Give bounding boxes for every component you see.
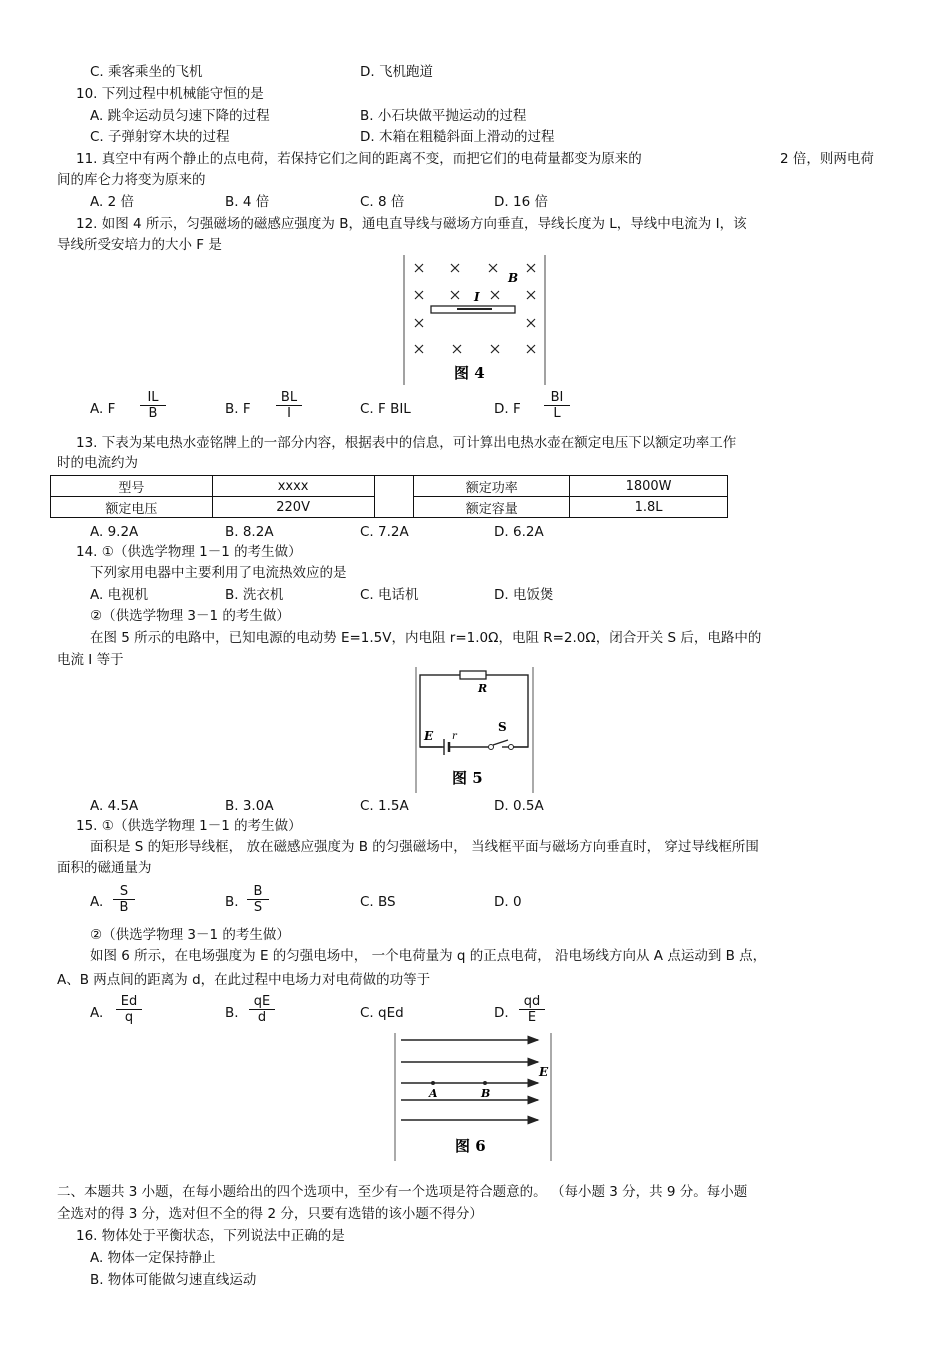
point-a-label: A (429, 1087, 438, 1100)
point-b-dot (483, 1081, 487, 1085)
q15-option-b2-label: B. (225, 1005, 239, 1021)
q10-stem: 10. 下列过程中机械能守恒的是 (76, 86, 264, 102)
q11-stem-1: 11. 真空中有两个静止的点电荷，若保持它们之间的距离不变，而把它们的电荷量都变为原来的 (76, 151, 642, 167)
q15-stem-1b: 面积的磁通量为 (57, 860, 152, 876)
figure-caption: 图 4 (454, 364, 485, 382)
table-cell: 1800W (570, 476, 728, 497)
q11-option-a: A. 2 倍 (90, 194, 134, 210)
table-row (51, 476, 728, 497)
q15-option-a1-label: A. (90, 894, 104, 910)
q10-option-c: C. 子弹射穿木块的过程 (90, 129, 230, 145)
q13-stem-2: 时的电流约为 (57, 455, 138, 471)
field-lines (401, 1040, 538, 1120)
figure-4 (402, 255, 548, 385)
q12-option-b-label: B. F (225, 401, 251, 417)
q12-stem-1: 12. 如图 4 所示，匀强磁场的磁感应强度为 B，通电直导线与磁场方向垂直，导线长度为 L，导线中电流为 I，该 (76, 216, 747, 232)
q11-option-c: C. 8 倍 (360, 194, 405, 210)
q14-header-1: 14. ①（供选学物理 1－1 的考生做） (76, 544, 302, 560)
q12-stem-2: 导线所受安培力的大小 F 是 (57, 237, 222, 253)
q13-option-c: C. 7.2A (360, 524, 409, 540)
section-2-instructions-1: 二、本题共 3 小题，在每小题给出的四个选项中，至少有一个选项是符合题意的。 （每小题 3 分，共 9 分。每小题 (57, 1184, 748, 1200)
q13-option-b: B. 8.2A (225, 524, 274, 540)
q11-option-b: B. 4 倍 (225, 194, 270, 210)
q14-option-d1: D. 电饭煲 (494, 587, 554, 603)
q14-option-a2: A. 4.5A (90, 798, 139, 814)
q15-option-b1-fraction: $\frac{B}{S}$ (247, 884, 269, 915)
emf-label: E (424, 729, 434, 743)
resistor-symbol (460, 671, 486, 679)
q15-option-d1: D. 0 (494, 894, 522, 910)
table-cell: 额定电压 (51, 497, 213, 518)
internal-resistance-label: r (452, 731, 457, 742)
q15-stem-1a: 面积是 S 的矩形导线框， 放在磁感应强度为 B 的匀强磁场中， 当线框平面与磁场方向垂直时， 穿过导线框所围 (90, 839, 759, 855)
q14-option-c1: C. 电话机 (360, 587, 419, 603)
q11-stem-1b: 2 倍，则两电荷 (780, 151, 874, 167)
point-a-dot (431, 1081, 435, 1085)
table-cell: 额定容量 (414, 497, 570, 518)
q12-option-b-fraction: $\frac{BL}{I}$ (276, 390, 302, 421)
q15-option-b1-label: B. (225, 894, 239, 910)
q14-option-d2: D. 0.5A (494, 798, 544, 814)
q12-option-c: C. F BIL (360, 401, 411, 417)
q13-stem-1: 13. 下表为某电热水壶铭牌上的一部分内容，根据表中的信息，可计算出电热水壶在额定电压下以额定功率工作 (76, 435, 737, 451)
q15-stem-2a: 如图 6 所示，在电场强度为 E 的匀强电场中， 一个电荷量为 q 的正点电荷， 沿电场线方向从 A 点运动到 B 点， (90, 948, 767, 964)
nameplate-table (50, 475, 728, 518)
q15-option-b2-fraction: $\frac{qE}{d}$ (249, 994, 275, 1025)
q13-option-a: A. 9.2A (90, 524, 139, 540)
q15-option-a1-fraction: $\frac{S}{B}$ (113, 884, 135, 915)
q14-option-c2: C. 1.5A (360, 798, 409, 814)
point-b-label: B (481, 1087, 491, 1100)
q14-stem-2a: 在图 5 所示的电路中，已知电源的电动势 E=1.5V，内电阻 r=1.0Ω，电阻 R=2.0Ω，闭合开关 S 后，电路中的 (90, 630, 762, 646)
q10-option-d: D. 木箱在粗糙斜面上滑动的过程 (360, 129, 555, 145)
q13-option-d: D. 6.2A (494, 524, 544, 540)
q16-stem: 16. 物体处于平衡状态，下列说法中正确的是 (76, 1228, 345, 1244)
field-label: E (539, 1065, 549, 1079)
q10-option-a: A. 跳伞运动员匀速下降的过程 (90, 108, 270, 124)
figure-caption: 图 5 (452, 769, 483, 787)
table-cell: 1.8L (570, 497, 728, 518)
q15-option-d2-label: D. (494, 1005, 509, 1021)
current-label: I (474, 290, 480, 304)
q14-header-2: ②（供选学物理 3－1 的考生做） (90, 608, 290, 624)
section-2-instructions-2: 全选对的得 3 分，选对但不全的得 2 分，只要有选错的该小题不得分） (57, 1206, 483, 1222)
figure-5 (412, 667, 536, 793)
q15-header-2: ②（供选学物理 3－1 的考生做） (90, 927, 290, 943)
resistor-label: R (478, 682, 488, 695)
q9-option-d: D. 飞机跑道 (360, 64, 433, 80)
q12-option-a-label: A. F (90, 401, 116, 417)
q14-stem-1: 下列家用电器中主要利用了电流热效应的是 (90, 565, 347, 581)
table-cell: 型号 (51, 476, 213, 497)
q15-option-a2-fraction: $\frac{Ed}{q}$ (116, 994, 142, 1025)
q14-option-a1: A. 电视机 (90, 587, 149, 603)
table-cell: 220V (212, 497, 374, 518)
q16-option-a: A. 物体一定保持静止 (90, 1250, 216, 1266)
q15-header-1: 15. ①（供选学物理 1－1 的考生做） (76, 818, 302, 834)
figure-6 (393, 1033, 555, 1161)
table-cell: xxxx (212, 476, 374, 497)
q15-option-c1: C. BS (360, 894, 396, 910)
q9-option-c: C. 乘客乘坐的飞机 (90, 64, 203, 80)
table-cell: 额定功率 (414, 476, 570, 497)
table-cell (374, 476, 414, 518)
q12-option-d-fraction: $\frac{BI}{L}$ (544, 390, 570, 421)
q14-option-b1: B. 洗衣机 (225, 587, 284, 603)
q15-option-d2-fraction: $\frac{qd}{E}$ (519, 994, 545, 1025)
q12-option-a-fraction: $\frac{IL}{B}$ (140, 390, 166, 421)
q12-option-d-label: D. F (494, 401, 521, 417)
q11-option-d: D. 16 倍 (494, 194, 548, 210)
q14-stem-2b: 电流 I 等于 (57, 652, 124, 668)
q15-option-c2: C. qEd (360, 1005, 404, 1021)
q10-option-b: B. 小石块做平抛运动的过程 (360, 108, 527, 124)
q16-option-b: B. 物体可能做匀速直线运动 (90, 1272, 257, 1288)
q11-stem-2: 间的库仑力将变为原来的 (57, 172, 206, 188)
q15-option-a2-label: A. (90, 1005, 104, 1021)
switch-label: S (498, 720, 507, 734)
figure-caption: 图 6 (455, 1137, 486, 1155)
q14-option-b2: B. 3.0A (225, 798, 274, 814)
field-label: B (508, 271, 519, 285)
q15-stem-2b: A、B 两点间的距离为 d，在此过程中电场力对电荷做的功等于 (57, 972, 431, 988)
